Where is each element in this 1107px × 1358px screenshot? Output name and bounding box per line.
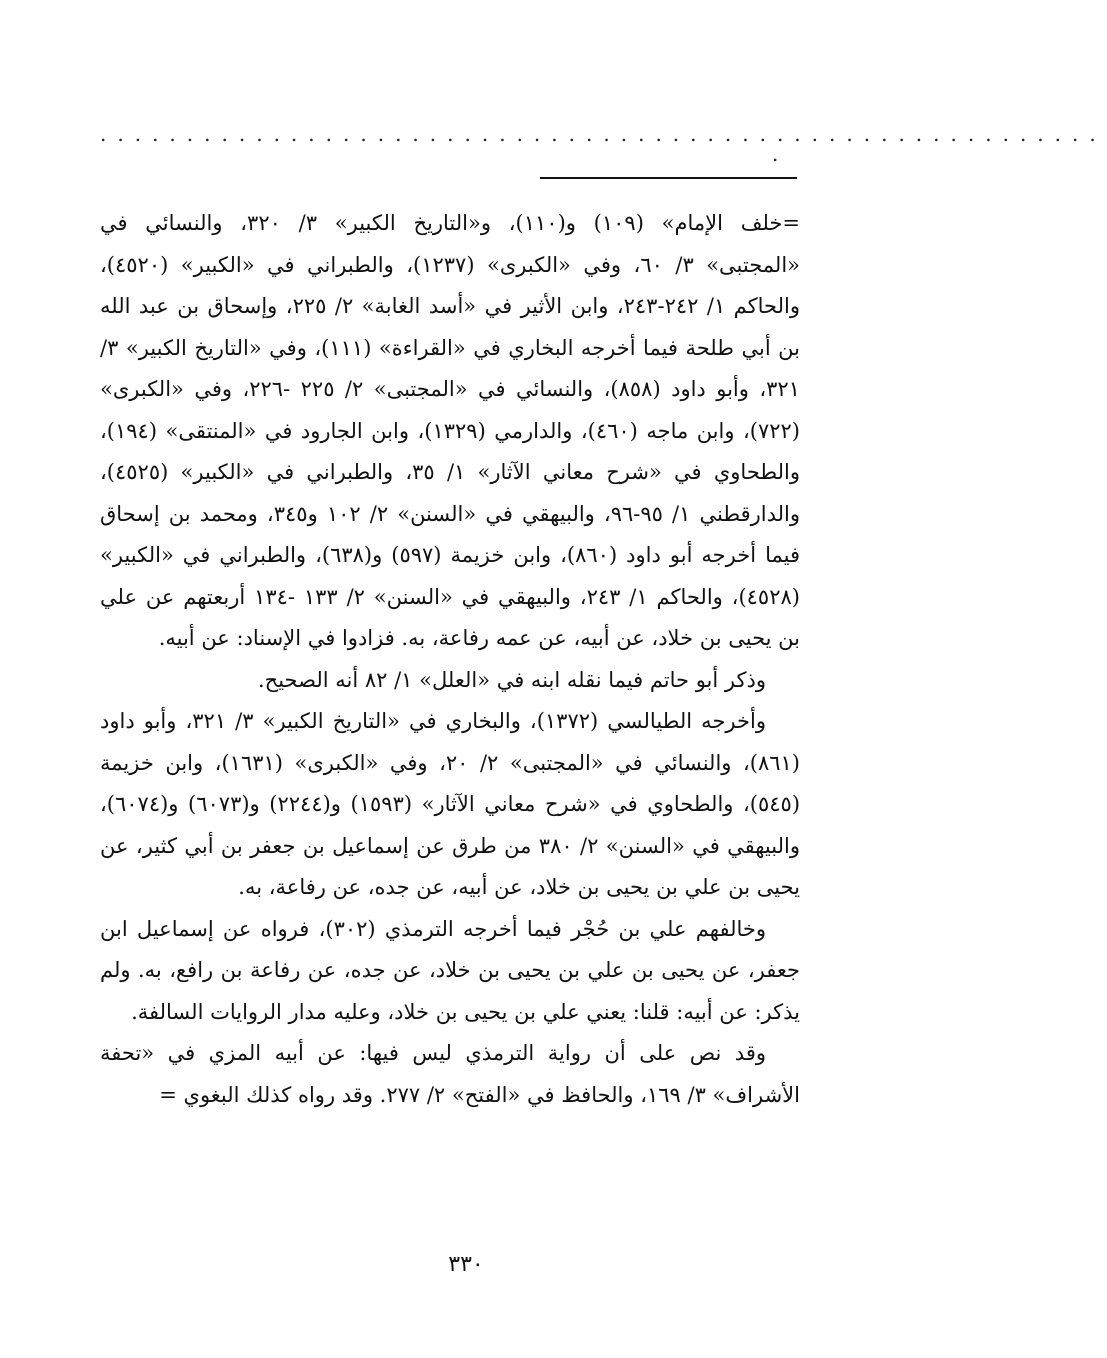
- footnote-text: [100, 203, 800, 1116]
- page-number: ٣٣٠: [448, 1252, 484, 1277]
- footnote-paragraph-1: =خلف الإمام» (١٠٩) و(١١٠)، و«التاريخ الكبير» ٣/ ٣٢٠، والنسائي في «المجتبى» ٣/ ٦٠، وفي «الكبرى» (١٢٣٧)، والطبراني في «الكبير» (٤٥٢٠)، والحاكم ١/ ٢٤٢-٢٤٣، وابن الأثير في «أسد الغابة» ٢/ ٢٢٥، وإسحاق بن عبد الله بن أبي طلحة فيما أخرجه البخاري في «القراءة» (١١١)، وفي «التاريخ الكبير» ٣/ ٣٢١، وأبو داود (٨٥٨)، والنسائي في «المجتبى» ٢/ ٢٢٥ -٢٢٦، وفي «الكبرى» (٧٢٢)، وابن ماجه (٤٦٠)، والدارمي (١٣٢٩)، وابن الجارود في «المنتقى» (١٩٤)، والطحاوي في «شرح معاني الآثار» ١/ ٣٥، والطبراني في «الكبير» (٤٥٢٥)، والدارقطني ١/ ٩٥-٩٦، والبيهقي في «السنن» ٢/ ١٠٢ و٣٤٥، ومحمد بن إسحاق فيما أخرجه أبو داود (٨٦٠)، وابن خزيمة (٥٩٧) و(٦٣٨)، والطبراني في «الكبير» (٤٥٢٨)، والحاكم ١/ ٢٤٣، والبيهقي في «السنن» ٢/ ١٣٣ -١٣٤ أربعتهم عن علي بن يحيى بن خلاد، عن أبيه، عن عمه رفاعة، به. فزادوا في الإسناد: عن أبيه.: [100, 211, 800, 650]
- footnote-paragraph-5: وقد نص على أن رواية الترمذي ليس فيها: عن أبيه المزي في «تحفة الأشراف» ٣/ ١٦٩، والحافظ في «الفتح» ٢/ ٢٧٧. وقد رواه كذلك البغوي =: [100, 1041, 800, 1107]
- footnote-paragraph-4: وخالفهم علي بن حُجْر فيما أخرجه الترمذي (٣٠٢)، فرواه عن إسماعيل ابن جعفر، عن يحيى بن علي بن يحيى بن خلاد، عن جده، عن رفاعة بن رافع، به. ولم يذكر: عن أبيه: قلنا: يعني علي بن يحيى بن خلاد، وعليه مدار الروايات السالفة.: [100, 916, 800, 1024]
- footnote-rule: [540, 177, 797, 179]
- separator-dot: .: [772, 142, 779, 166]
- footnote-paragraph-2: وذكر أبو حاتم فيما نقله ابنه في «العلل» ١/ ٨٢ أنه الصحيح.: [257, 667, 766, 692]
- dotted-separator: ..........................................................: [100, 122, 1107, 146]
- footnote-paragraph-3: وأخرجه الطيالسي (١٣٧٢)، والبخاري في «التاريخ الكبير» ٣/ ٣٢١، وأبو داود (٨٦١)، والنسائي في «المجتبى» ٢/ ٢٠، وفي «الكبرى» (١٦٣١)، وابن خزيمة (٥٤٥)، والطحاوي في «شرح معاني الآثار» (١٥٩٣) و(٢٢٤٤) و(٦٠٧٣) و(٦٠٧٤)، والبيهقي في «السنن» ٢/ ٣٨٠ من طرق عن إسماعيل بن جعفر بن أبي كثير، عن يحيى بن علي بن يحيى بن خلاد، عن أبيه، عن جده، عن رفاعة، به.: [100, 709, 801, 899]
